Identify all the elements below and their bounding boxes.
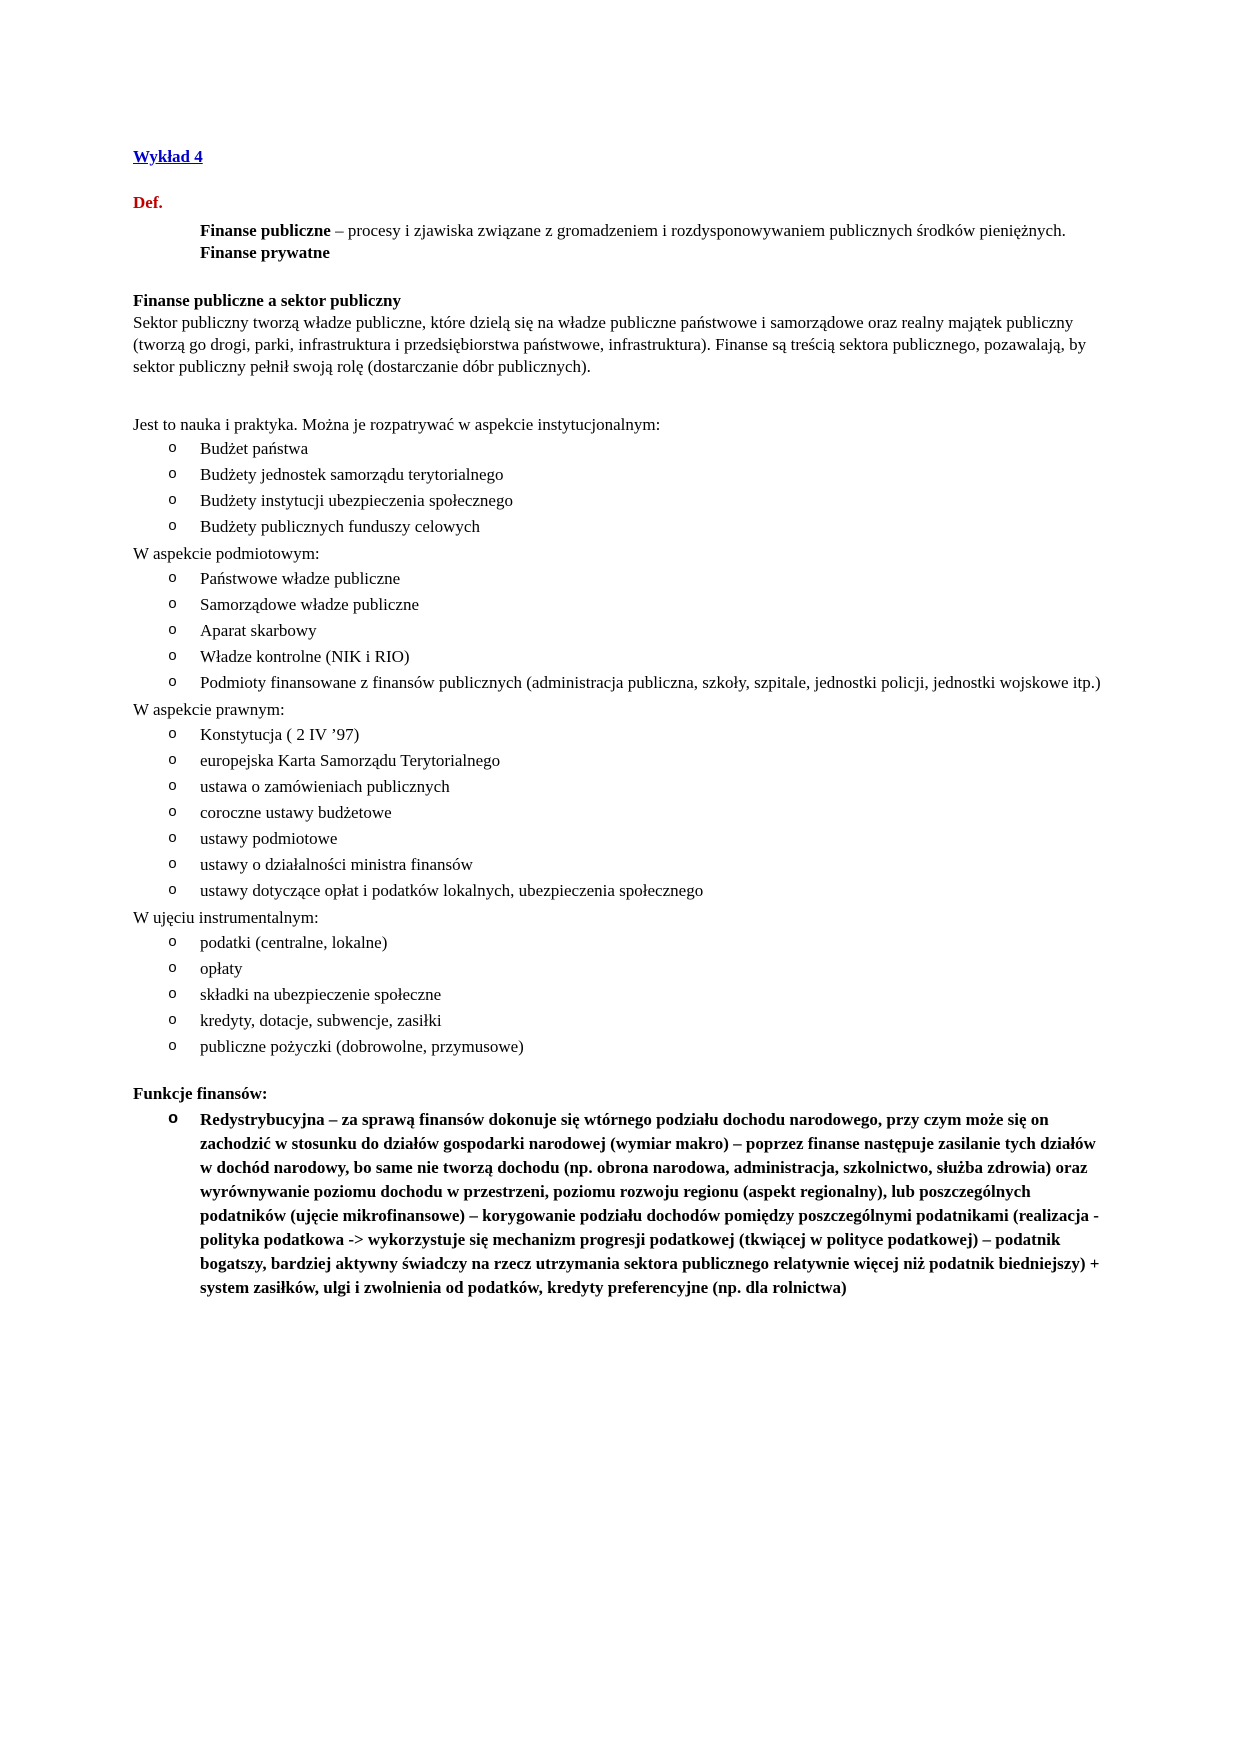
bullet-icon: o [168, 804, 178, 821]
list-item-label: Państwowe władze publiczne [200, 569, 401, 588]
legal-aspect-label: W aspekcie prawnym: [133, 700, 285, 719]
list-item-label: ustawy o działalności ministra finansów [200, 855, 473, 874]
bullet-icon: o [168, 622, 178, 639]
list-item-label: Władze kontrolne (NIK i RIO) [200, 647, 410, 666]
bullet-icon: o [168, 1012, 178, 1029]
definition-term: Finanse publiczne [200, 221, 331, 240]
list-item [133, 880, 1110, 902]
bullet-icon: o [168, 752, 178, 769]
bullet-icon: o [168, 778, 178, 795]
bullet-icon: o [168, 466, 178, 483]
list-item [133, 932, 1110, 954]
list-item [133, 646, 1110, 668]
list-item [133, 1010, 1110, 1032]
bullet-icon: o [168, 830, 178, 847]
list-item-label: podatki (centralne, lokalne) [200, 933, 388, 952]
functions-list [133, 1108, 1110, 1300]
bullet-icon: o [168, 934, 178, 951]
list-item [133, 724, 1110, 746]
list-item [133, 776, 1110, 798]
list-item-label: Redystrybucyjna – za sprawą finansów dokonuje się wtórnego podziału dochodu narodowego, przy czym może się on zachodzić w stosunku do działów gospodarki narodowej (wymiar makro) – poprzez finanse następuje zasilanie tych działów w dochód narodowy, bo same nie tworzą dochodu (np. obrona narodowa, administracja, szkolnictwo, służba zdrowia) oraz wyrównywanie poziomu dochodu w przestrzeni, poziomu rozwoju regionu (aspekt regionalny), lub poszczególnych podatników (ujęcie mikrofinansowe) – korygowanie podziału dochodów pomiędzy poszczególnymi podatnikami (realizacja - polityka podatkowa -> wykorzystuje się mechanizm progresji podatkowej (tkwiącej w polityce podatkowej) – podatnik bogatszy, bardziej aktywny świadczy na rzecz utrzymania sektora publicznego relatywnie więcej niż podatnik biedniejszy) + system zasiłków, ulgi i zwolnienia od podatków, kredyty preferencyjne (np. dla rolnictwa) [200, 1110, 1100, 1297]
bullet-icon: o [168, 986, 178, 1003]
list-item [133, 750, 1110, 772]
list-item-label: Budżety instytucji ubezpieczenia społecznego [200, 491, 513, 510]
list-item [133, 984, 1110, 1006]
instrumental-list [133, 932, 1110, 1058]
bullet-icon: o [168, 674, 178, 691]
list-item-label: ustawy dotyczące opłat i podatków lokalnych, ubezpieczenia społecznego [200, 881, 704, 900]
bullet-icon: o [168, 648, 178, 665]
list-item [133, 854, 1110, 876]
list-item-label: kredyty, dotacje, subwencje, zasiłki [200, 1011, 442, 1030]
list-item-label: ustawa o zamówieniach publicznych [200, 777, 450, 796]
page-title: Wykład 4 [133, 147, 203, 166]
list-item [133, 464, 1110, 486]
list-item [133, 438, 1110, 460]
list-item-label: Budżet państwa [200, 439, 309, 458]
list-item [133, 568, 1110, 590]
list-item-label: coroczne ustawy budżetowe [200, 803, 392, 822]
list-item-label: Podmioty finansowane z finansów publicznych (administracja publiczna, szkoły, szpitale, jednostki policji, jednostki wojskowe itp.) [200, 673, 1101, 692]
list-item [133, 802, 1110, 824]
institutional-list [133, 438, 1110, 538]
bullet-icon: o [168, 518, 178, 535]
functions-heading: Funkcje finansów: [133, 1084, 268, 1103]
instrumental-aspect-label: W ujęciu instrumentalnym: [133, 908, 319, 927]
bullet-icon: o [168, 596, 178, 613]
bullet-icon: o [168, 570, 178, 587]
list-item [133, 620, 1110, 642]
aspects-intro: Jest to nauka i praktyka. Można je rozpatrywać w aspekcie instytucjonalnym: [133, 415, 661, 434]
bullet-icon: o [168, 440, 178, 457]
list-item-label: Aparat skarbowy [200, 621, 317, 640]
sector-heading: Finanse publiczne a sektor publiczny [133, 291, 401, 310]
list-item-label: ustawy podmiotowe [200, 829, 338, 848]
sector-paragraph: Sektor publiczny tworzą władze publiczne, które dzielą się na władze publiczne państwowe i samorządowe oraz realny majątek publiczny (tworzą go drogi, parki, infrastruktura i przedsiębiorstwa państwowe, infrastruktura). Finanse są treścią sektora publicznego, pozawalają, by sektor publiczny pełnił swoją rolę (dostarczanie dóbr publicznych). [133, 313, 1087, 376]
list-item-label: Konstytucja ( 2 IV ’97) [200, 725, 360, 744]
bullet-icon: o [168, 960, 178, 977]
subjective-list [133, 568, 1110, 694]
subjective-aspect-label: W aspekcie podmiotowym: [133, 544, 320, 563]
list-item-label: Samorządowe władze publiczne [200, 595, 420, 614]
definition-label: Def. [133, 193, 163, 212]
list-item-label: Budżety publicznych funduszy celowych [200, 517, 480, 536]
list-item [133, 828, 1110, 850]
bullet-icon: o [168, 492, 178, 509]
bullet-icon: o [168, 726, 178, 743]
list-item [133, 594, 1110, 616]
list-item [133, 1036, 1110, 1058]
definition-text: – procesy i zjawiska związane z gromadzeniem i rozdysponowywaniem publicznych środków pieniężnych. [330, 221, 1066, 240]
bullet-icon: o [168, 1110, 179, 1129]
bullet-icon: o [168, 882, 178, 899]
list-item-label: składki na ubezpieczenie społeczne [200, 985, 442, 1004]
list-item [133, 958, 1110, 980]
list-item [133, 672, 1110, 694]
bullet-icon: o [168, 1038, 178, 1055]
definition-paragraph [133, 220, 1110, 242]
list-item-label: Budżety jednostek samorządu terytorialnego [200, 465, 504, 484]
legal-list [133, 724, 1110, 902]
list-item-label: europejska Karta Samorządu Terytorialnego [200, 751, 501, 770]
bullet-icon: o [168, 856, 178, 873]
list-item-label: opłaty [200, 959, 243, 978]
list-item [133, 1108, 1110, 1300]
list-item [133, 490, 1110, 512]
private-finance-line: Finanse prywatne [200, 243, 330, 262]
list-item-label: publiczne pożyczki (dobrowolne, przymusowe) [200, 1037, 524, 1056]
list-item [133, 516, 1110, 538]
